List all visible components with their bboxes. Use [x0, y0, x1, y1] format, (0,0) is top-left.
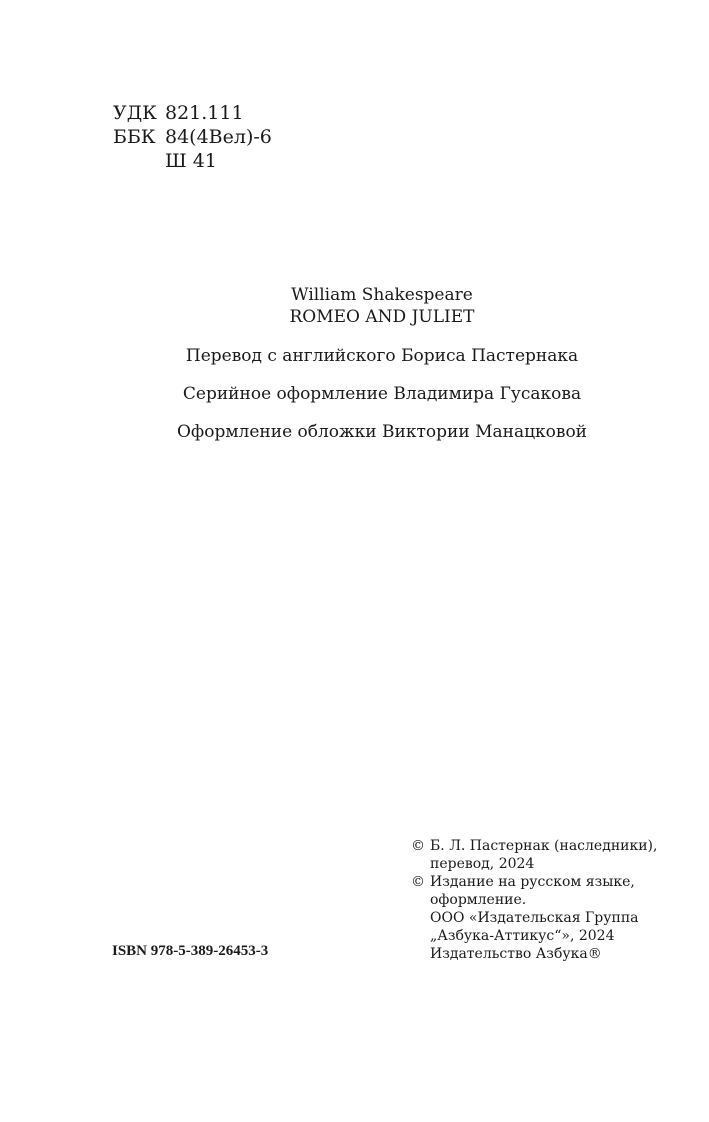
copyright-edition-line: Издание на русском языке, [430, 874, 635, 890]
original-title: ROMEO AND JULIET [289, 307, 475, 327]
original-author: William Shakespeare [291, 285, 473, 305]
udk-row [113, 101, 272, 125]
publisher-line: Издательство Азбука® [430, 946, 602, 962]
copyright-translation [411, 837, 691, 873]
bbk-row [113, 125, 272, 149]
author-mark: Ш 41 [165, 150, 217, 172]
series-design-credit: Серийное оформление Владимира Гусакова [182, 384, 582, 404]
credits-block [0, 284, 709, 442]
classification-block [113, 101, 272, 173]
publisher-line: ООО «Издательская Группа [430, 910, 639, 926]
udk-value: 821.111 [165, 102, 244, 124]
bbk-label: ББК [113, 126, 156, 148]
copyright-edition [411, 873, 691, 909]
publisher-line: „Азбука-Аттикус“», 2024 [430, 928, 615, 944]
isbn: ISBN 978-5-389-26453-3 [112, 943, 269, 959]
udk-label: УДК [113, 102, 157, 124]
copyright-translation-line: перевод, 2024 [430, 856, 535, 872]
copyright-edition-line: оформление. [430, 892, 527, 908]
copyright-block [411, 837, 691, 963]
bbk-value: 84(4Вел)-6 [165, 126, 272, 148]
copyright-translation-line: Б. Л. Пастернак (наследники), [430, 838, 658, 854]
copyright-symbol: © [411, 838, 425, 854]
cover-design-credit: Оформление обложки Виктории Манацковой [176, 422, 588, 442]
translator-credit: Перевод с английского Бориса Пастернака [185, 346, 579, 366]
copyright-symbol: © [411, 874, 425, 890]
